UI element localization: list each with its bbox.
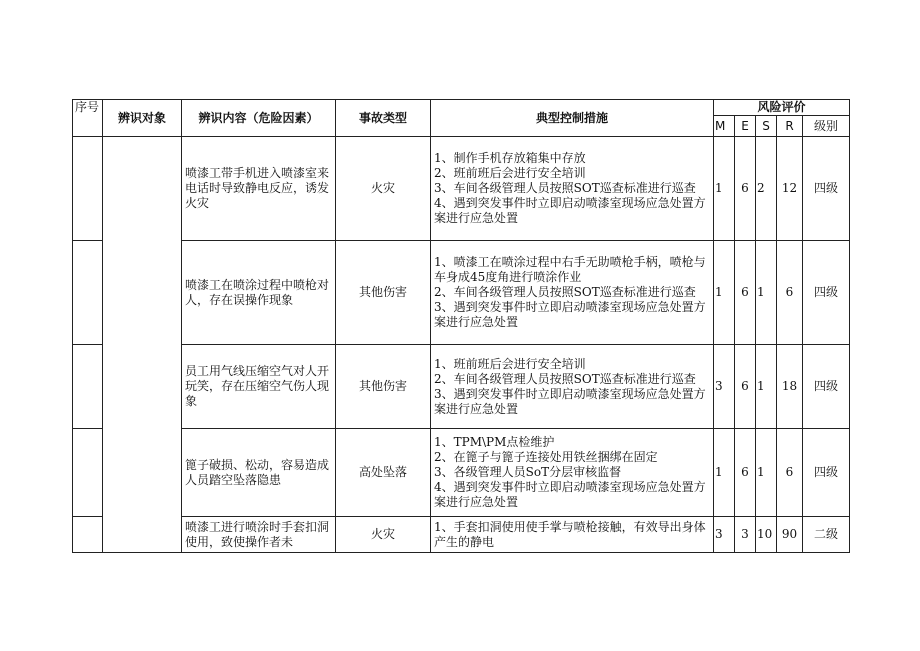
measure-line: 2、车间各级管理人员按照SOT巡查标准进行巡查 [434,371,696,386]
s-value: 1 [756,345,777,429]
header-content: 辨识内容（危险因素） [182,100,336,137]
seq-cell [73,241,103,345]
r-value: 6 [777,429,803,517]
measure-line: 1、班前班后会进行安全培训 [434,356,586,371]
s-value: 10 [756,517,777,553]
hazard-cell: 员工用气线压缩空气对人开玩笑，存在压缩空气伤人现象 [182,345,336,429]
level-value: 四级 [803,345,850,429]
m-value: 1 [714,429,735,517]
accident-cell: 高处坠落 [336,429,431,517]
header-object: 辨识对象 [103,100,182,137]
r-value: 90 [777,517,803,553]
seq-cell [73,345,103,429]
level-value: 二级 [803,517,850,553]
accident-cell: 火灾 [336,517,431,553]
measure-line: 2、车间各级管理人员按照SOT巡查标准进行巡查 [434,285,696,299]
measure-line: 2、班前班后会进行安全培训 [434,166,586,180]
m-value: 1 [714,241,735,345]
accident-cell: 其他伤害 [336,345,431,429]
table-row [73,517,850,553]
s-value: 1 [756,241,777,345]
r-value: 6 [777,241,803,345]
header-measures: 典型控制措施 [431,100,714,137]
hazard-cell: 喷漆工带手机进入喷漆室来电话时导致静电反应，诱发火灾 [182,137,336,241]
seq-cell [73,137,103,241]
seq-cell [73,429,103,517]
e-value: 3 [735,517,756,553]
header-level: 级别 [803,116,850,137]
measure-line: 3、遇到突发事件时立即启动喷漆室现场应急处置方案进行应急处置 [434,386,706,416]
measure-line: 4、遇到突发事件时立即启动喷漆室现场应急处置方案进行应急处置 [434,196,706,225]
m-value: 3 [714,517,735,553]
measures-cell [431,429,714,517]
level-value: 四级 [803,429,850,517]
accident-cell: 火灾 [336,137,431,241]
table-row [73,137,850,241]
header-accident-type: 事故类型 [336,100,431,137]
measure-line: 4、遇到突发事件时立即启动喷漆室现场应急处置方案进行应急处置 [434,480,706,509]
r-value: 18 [777,345,803,429]
header-r: R [777,116,803,137]
level-value: 四级 [803,137,850,241]
table-row [73,345,850,429]
measure-line: 1、TPM\PM点检维护 [434,435,555,449]
table-row [73,241,850,345]
object-cell [103,137,182,553]
header-e: E [735,116,756,137]
measure-line: 1、制作手机存放箱集中存放 [434,151,586,165]
s-value: 1 [756,429,777,517]
table-row [73,429,850,517]
s-value: 2 [756,137,777,241]
measure-line: 3、车间各级管理人员按照SOT巡查标准进行巡查 [434,181,696,195]
level-value: 四级 [803,241,850,345]
m-value: 3 [714,345,735,429]
measure-line: 3、各级管理人员SoT分层审核监督 [434,465,622,479]
e-value: 6 [735,137,756,241]
hazard-cell: 喷漆工在喷涂过程中喷枪对人，存在误操作现象 [182,241,336,345]
r-value: 12 [777,137,803,241]
measures-cell [431,517,714,553]
measures-cell [431,137,714,241]
measure-line: 1、喷漆工在喷涂过程中右手无助喷枪手柄，喷枪与车身成45度角进行喷涂作业 [434,255,706,284]
header-s: S [756,116,777,137]
e-value: 6 [735,241,756,345]
accident-cell: 其他伤害 [336,241,431,345]
header-m: M [714,116,735,137]
hazard-cell: 喷漆工进行喷涂时手套扣洞使用，致使操作者未 [182,517,336,553]
header-seq: 序号 [73,100,103,137]
hazard-cell: 篦子破损、松动，容易造成人员踏空坠落隐患 [182,429,336,517]
measures-cell [431,345,714,429]
risk-assessment-table [72,99,850,553]
m-value: 1 [714,137,735,241]
e-value: 6 [735,345,756,429]
header-risk-evaluation: 风险评价 [714,100,850,116]
e-value: 6 [735,429,756,517]
measures-cell [431,241,714,345]
seq-cell [73,517,103,553]
measure-line: 3、遇到突发事件时立即启动喷漆室现场应急处置方案进行应急处置 [434,300,706,329]
measure-line: 2、在篦子与篦子连接处用铁丝捆绑在固定 [434,450,658,464]
measure-line: 1、手套扣洞使用使手掌与喷枪接触，有效导出身体产生的静电 [434,519,706,549]
